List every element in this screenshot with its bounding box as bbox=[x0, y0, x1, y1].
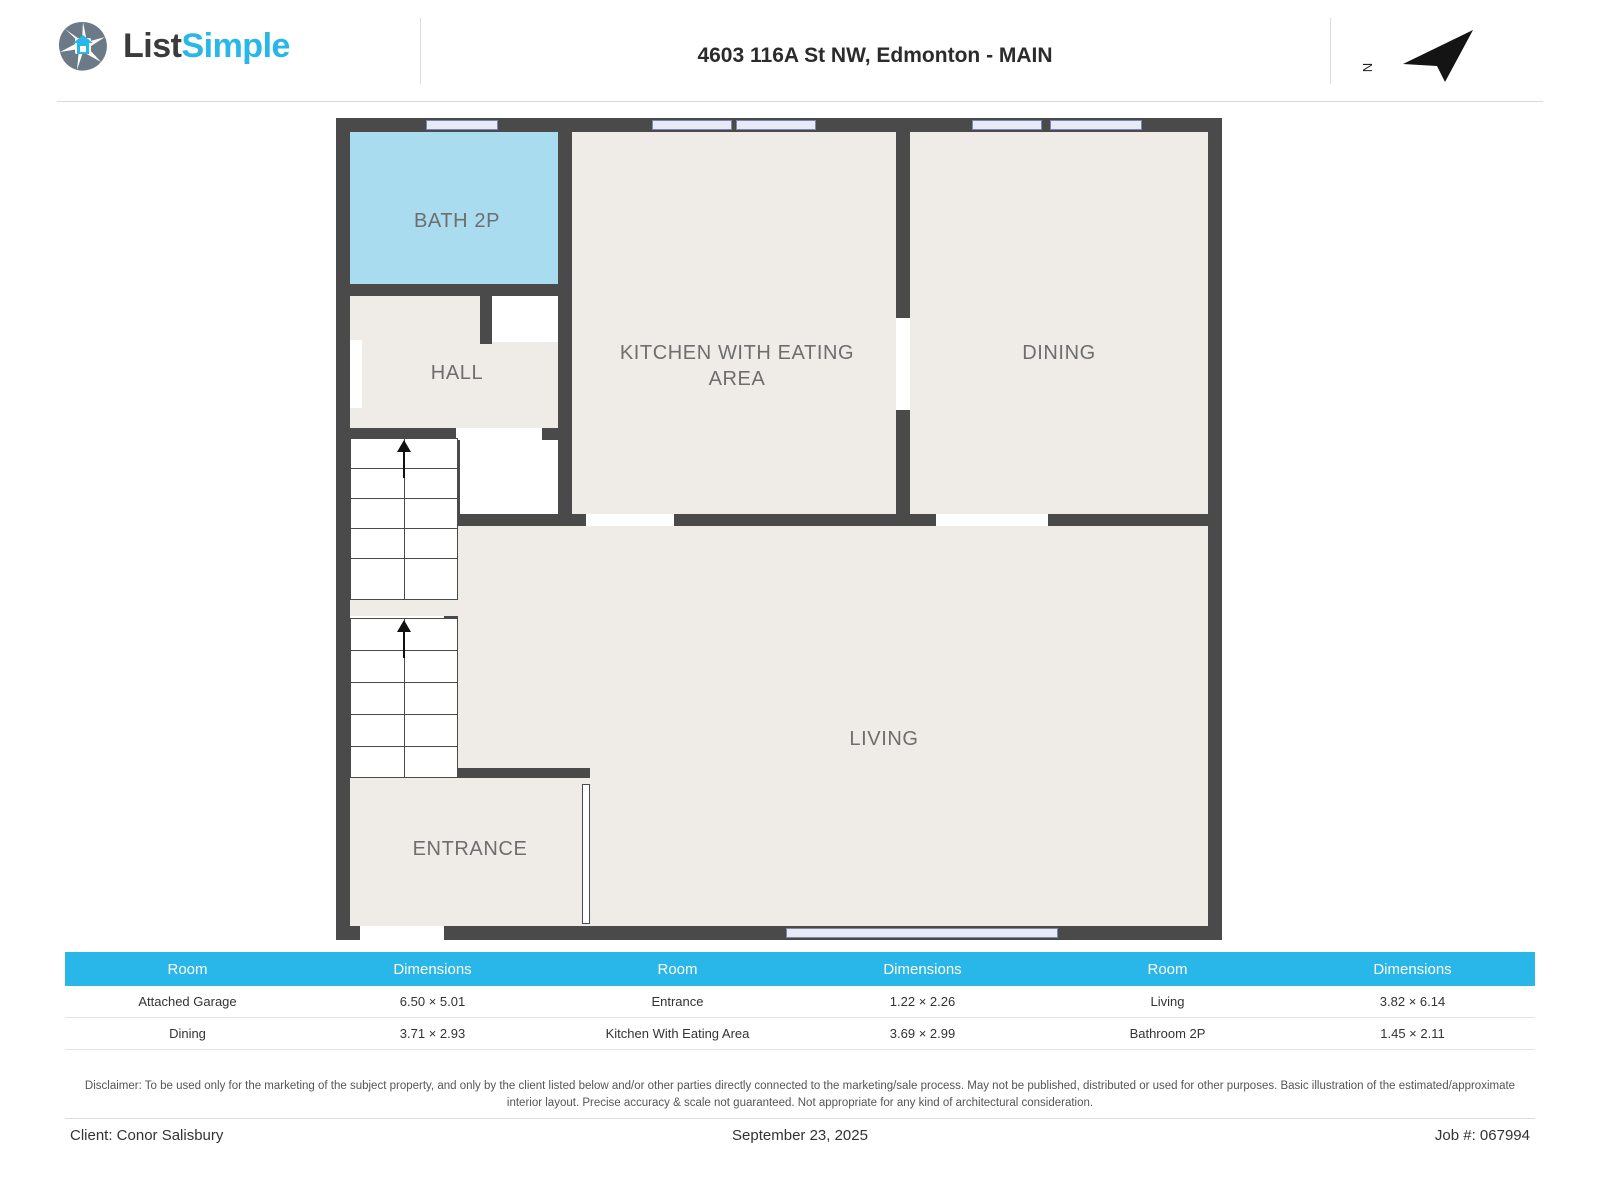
doorway-bath bbox=[492, 296, 558, 342]
table-cell-dims: 1.45 × 2.11 bbox=[1380, 1026, 1445, 1041]
wall-bath-door-jamb bbox=[480, 284, 492, 344]
north-arrow-icon bbox=[1355, 28, 1485, 84]
page-title: 4603 116A St NW, Edmonton - MAIN bbox=[697, 44, 1053, 67]
table-cell-dims: 3.69 × 2.99 bbox=[889, 1026, 956, 1041]
room-label-kitchen-line1: KITCHEN WITH EATING bbox=[619, 342, 855, 364]
table-cell-room: Attached Garage bbox=[138, 994, 237, 1009]
brand-word-simple: Simple bbox=[181, 26, 290, 65]
window-bath bbox=[426, 120, 498, 130]
stair-direction-stem bbox=[403, 632, 405, 658]
table-cell-room: Dining bbox=[169, 1026, 206, 1041]
footer-rule bbox=[65, 1118, 1535, 1119]
stair-direction-stem bbox=[403, 452, 405, 478]
table-cell-dims: 3.82 × 6.14 bbox=[1379, 994, 1446, 1009]
doorway-living-kitchen bbox=[586, 514, 674, 526]
header-rule bbox=[57, 101, 1543, 102]
table-cell-room: Living bbox=[1150, 994, 1185, 1009]
brand-word-list: List bbox=[123, 26, 182, 65]
wall-bath-bottom bbox=[350, 284, 564, 296]
room-dimensions-table bbox=[65, 952, 1535, 1050]
room-label-hall: HALL bbox=[430, 362, 484, 384]
room-label-entrance: ENTRANCE bbox=[412, 838, 528, 860]
table-header-row bbox=[65, 952, 1535, 986]
room-label-dining: DINING bbox=[1022, 342, 1096, 364]
doorway-living-dining bbox=[936, 514, 1048, 526]
stair-direction-arrow-up bbox=[397, 620, 411, 632]
wall-living-top-left bbox=[446, 514, 910, 526]
table-header-dims-1: Dimensions bbox=[393, 960, 472, 978]
room-label-living: LIVING bbox=[849, 728, 919, 750]
wall-bottom bbox=[336, 926, 1222, 940]
brand-logo[interactable] bbox=[57, 20, 290, 72]
window-kitchen-1 bbox=[652, 120, 732, 130]
window-kitchen-2 bbox=[736, 120, 816, 130]
table-cell-room: Kitchen With Eating Area bbox=[605, 1026, 750, 1041]
room-fill-kitchen bbox=[572, 132, 902, 522]
table-cell-dims: 1.22 × 2.26 bbox=[889, 994, 956, 1009]
window-living bbox=[786, 928, 1058, 938]
aperture-house-icon bbox=[57, 20, 109, 72]
table-header-dims-2: Dimensions bbox=[883, 960, 962, 978]
window-dining-1 bbox=[972, 120, 1042, 130]
room-fill-closet bbox=[454, 436, 564, 520]
header-divider-right bbox=[1330, 18, 1331, 84]
page-header bbox=[0, 0, 1600, 103]
stair-direction-arrow-up bbox=[397, 440, 411, 452]
footer-client: Client: Conor Salisbury bbox=[70, 1127, 224, 1144]
wall-left bbox=[336, 118, 350, 940]
table-header-room-1: Room bbox=[167, 960, 208, 978]
floor-plan bbox=[336, 118, 1222, 940]
footer-job-number: Job #: 067994 bbox=[1434, 1127, 1530, 1144]
table-header-room-3: Room bbox=[1147, 960, 1188, 978]
doorway-hall-bottom bbox=[456, 428, 542, 440]
room-label-bath: BATH 2P bbox=[413, 210, 501, 232]
compass-north-label: N bbox=[1360, 62, 1376, 73]
window-dining-2 bbox=[1050, 120, 1142, 130]
room-label-kitchen-line2: AREA bbox=[708, 368, 766, 390]
wall-kitchen-left bbox=[558, 132, 572, 522]
doorway-entrance-front bbox=[360, 926, 444, 940]
wall-right bbox=[1208, 118, 1222, 940]
table-cell-room: Entrance bbox=[651, 994, 704, 1009]
table-row bbox=[65, 1018, 1535, 1050]
table-row bbox=[65, 986, 1535, 1018]
room-fill-dining bbox=[910, 132, 1208, 522]
footer-date: September 23, 2025 bbox=[732, 1127, 868, 1144]
table-header-room-2: Room bbox=[657, 960, 698, 978]
disclaimer-text: Disclaimer: To be used only for the marketing of the subject property, and only by the client listed below and/or other parties directly connected to the marketing/sale process. May not be published, distributed or used for other purposes. Basic illustration of the estimated/approximate interior layout. Precise accuracy & scale not guaranteed. Not appropriate for any kind of architectural consideration. bbox=[84, 1080, 1516, 1109]
table-cell-dims: 3.71 × 2.93 bbox=[399, 1026, 466, 1041]
table-cell-dims: 6.50 × 5.01 bbox=[399, 994, 466, 1009]
table-header-dims-3: Dimensions bbox=[1373, 960, 1452, 978]
brand-wordmark bbox=[123, 27, 290, 66]
table-cell-room: Bathroom 2P bbox=[1129, 1026, 1206, 1041]
